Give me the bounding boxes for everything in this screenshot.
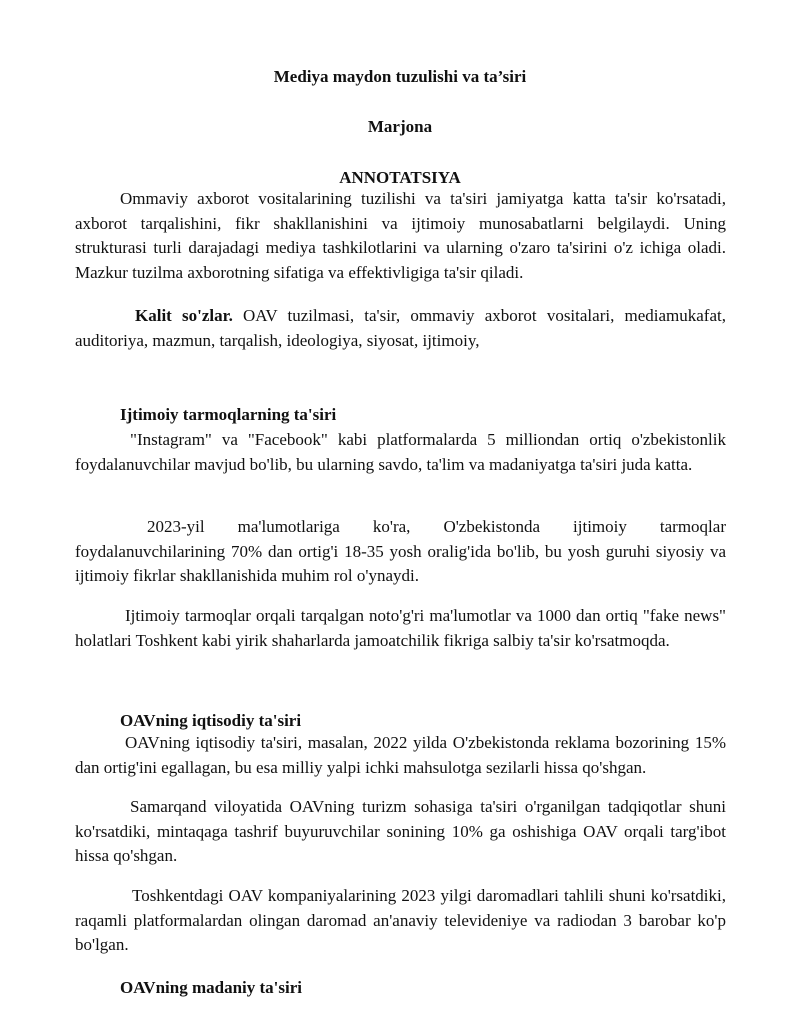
section-paragraph: OAVning iqtisodiy ta'siri, masalan, 2022 yilda O'zbekistonda reklama bozorining 15% dan ortig'ini egallagan, bu esa milliy yalpi ichki mahsulotga sezilarli hissa qo'shgan. [75,733,726,777]
keywords-label: Kalit so'zlar. [135,306,233,325]
section-paragraph: Toshkentdagi OAV kompaniyalarining 2023 yilgi daromadlari tahlili shuni ko'rsatdiki, raqamli platformalardan olingan daromad an'anaviy televideniye va radiodan 3 barobar ko'p bo'lgan. [75,886,726,954]
keywords-text: OAV tuzilmasi, ta'sir, ommaviy axborot vositalari, mediamukafat, auditoriya, mazmun, tarqalish, ideologiya, siyosat, ijtimoiy, [75,306,726,350]
author-name: Marjona [367,117,433,136]
section-paragraph: 2023-yil ma'lumotlariga ko'ra, O'zbekistonda ijtimoiy tarmoqlar foydalanuvchilarining 70% dan ortig'i 18-35 yosh oralig'ida bo'lib, bu yosh guruhi siyosiy va ijtimoiy fikrlar shakllanishida muhim rol o'ynaydi. [75,517,726,585]
section-paragraph: "Instagram" va "Facebook" kabi platformalarda 5 milliondan ortiq o'zbekistonlik foydalanuvchilar mavjud bo'lib, bu ularning savdo, ta'lim va madaniyatga ta'siri juda katta. [75,430,726,474]
section-heading: Ijtimoiy tarmoqlarning ta'siri [120,405,337,424]
keywords-paragraph [75,304,726,353]
section-heading: OAVning iqtisodiy ta'siri [120,711,302,730]
document-title: Mediya maydon tuzulishi va ta’siri [273,67,527,86]
abstract-heading: ANNOTATSIYA [339,168,461,187]
abstract-paragraph: Ommaviy axborot vositalarining tuzilishi va ta'siri jamiyatga katta ta'sir ko'rsatadi, axborot tarqalishini, fikr shakllanishini va ijtimoiy munosabatlarni belgilaydi. Uning strukturasi turli darajadagi mediya tashkilotlarini va ularning o'zaro ta'sirini o'z ichiga oladi. Mazkur tuzilma axborotning sifatiga va effektivligiga ta'sir qiladi. [75,189,726,282]
section-heading: OAVning madaniy ta'siri [120,978,303,997]
section-paragraph: Samarqand viloyatida OAVning turizm sohasiga ta'siri o'rganilgan tadqiqotlar shuni ko'rsatdiki, mintaqaga tashrif buyuruvchilar sonining 10% ga oshishiga OAV orqali targ'ibot hissa qo'shgan. [75,797,726,865]
section-paragraph: Ijtimoiy tarmoqlar orqali tarqalgan noto'g'ri ma'lumotlar va 1000 dan ortiq "fake news" holatlari Toshkent kabi yirik shaharlarda jamoatchilik fikriga salbiy ta'sir ko'rsatmoqda. [75,606,726,650]
